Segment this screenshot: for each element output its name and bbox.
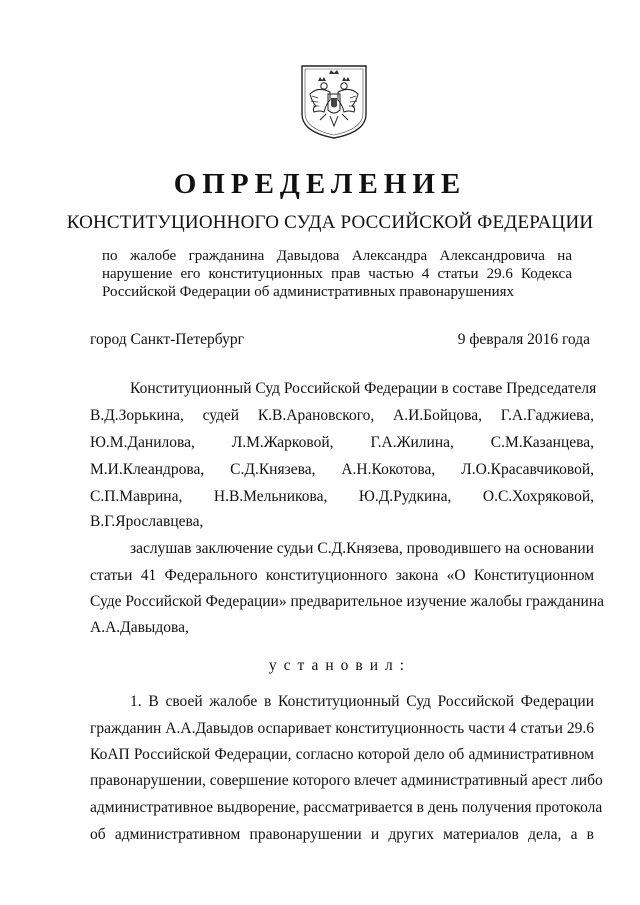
body-text-line: А.А.Давыдова,	[90, 619, 189, 636]
document-date: 9 февраля 2016 года	[457, 331, 590, 348]
document-place: город Санкт-Петербург	[90, 331, 244, 348]
ruling-heading: установил:	[268, 657, 412, 674]
body-text-line: Ю.М.Данилова, Л.М.Жарковой, Г.А.Жилина, С.М.Казанцева,	[90, 434, 594, 451]
subject-line: Российской Федерации об административных правонарушениях	[102, 284, 515, 300]
body-text-line: С.П.Маврина, Н.В.Мельникова, Ю.Д.Рудкина, О.С.Хохряковой,	[90, 488, 594, 505]
document-subject	[102, 247, 572, 301]
court-name-heading: КОНСТИТУЦИОННОГО СУДА РОССИЙСКОЙ ФЕДЕРАЦИИ	[66, 212, 594, 233]
body-text-line: правонарушении, совершение которого влечет административный арест либо	[90, 772, 603, 789]
body-text-line: КоАП Российской Федерации, согласно которой дело об административном	[90, 746, 594, 763]
body-text-line: административное выдворение, рассматривается в день получения протокола	[90, 799, 603, 816]
coat-of-arms-icon	[300, 64, 368, 140]
body-text-line: М.И.Клеандрова, С.Д.Князева, А.Н.Кокотова, Л.О.Красавчиковой,	[90, 461, 594, 478]
body-text-line: об административном правонарушении и других материалов дела, а в	[90, 826, 594, 843]
body-text-line: В.Д.Зорькина, судей К.В.Арановского, А.И.Бойцова, Г.А.Гаджиева,	[90, 407, 594, 424]
body-text-line: Суде Российской Федерации» предварительное изучение жалобы гражданина	[90, 593, 605, 610]
body-text-line: статьи 41 Федерального конституционного закона «О Конституционном	[90, 567, 594, 584]
subject-line: по жалобе гражданина Давыдова Александра Александровича на	[102, 248, 572, 264]
body-text-line: гражданин А.А.Давыдов оспаривает конституционность части 4 статьи 29.6	[90, 720, 594, 737]
body-text-line: В.Г.Ярославцева,	[90, 513, 204, 530]
document-type-title: ОПРЕДЕЛЕНИЕ	[173, 168, 467, 200]
body-text-line: Конституционный Суд Российской Федерации в составе Председателя	[130, 380, 597, 397]
body-text-line: 1. В своей жалобе в Конституционный Суд Российской Федерации	[130, 693, 594, 710]
body-text-line: заслушав заключение судьи С.Д.Князева, проводившего на основании	[130, 540, 594, 557]
subject-line: нарушение его конституционных прав частью 4 статьи 29.6 Кодекса	[102, 266, 572, 282]
